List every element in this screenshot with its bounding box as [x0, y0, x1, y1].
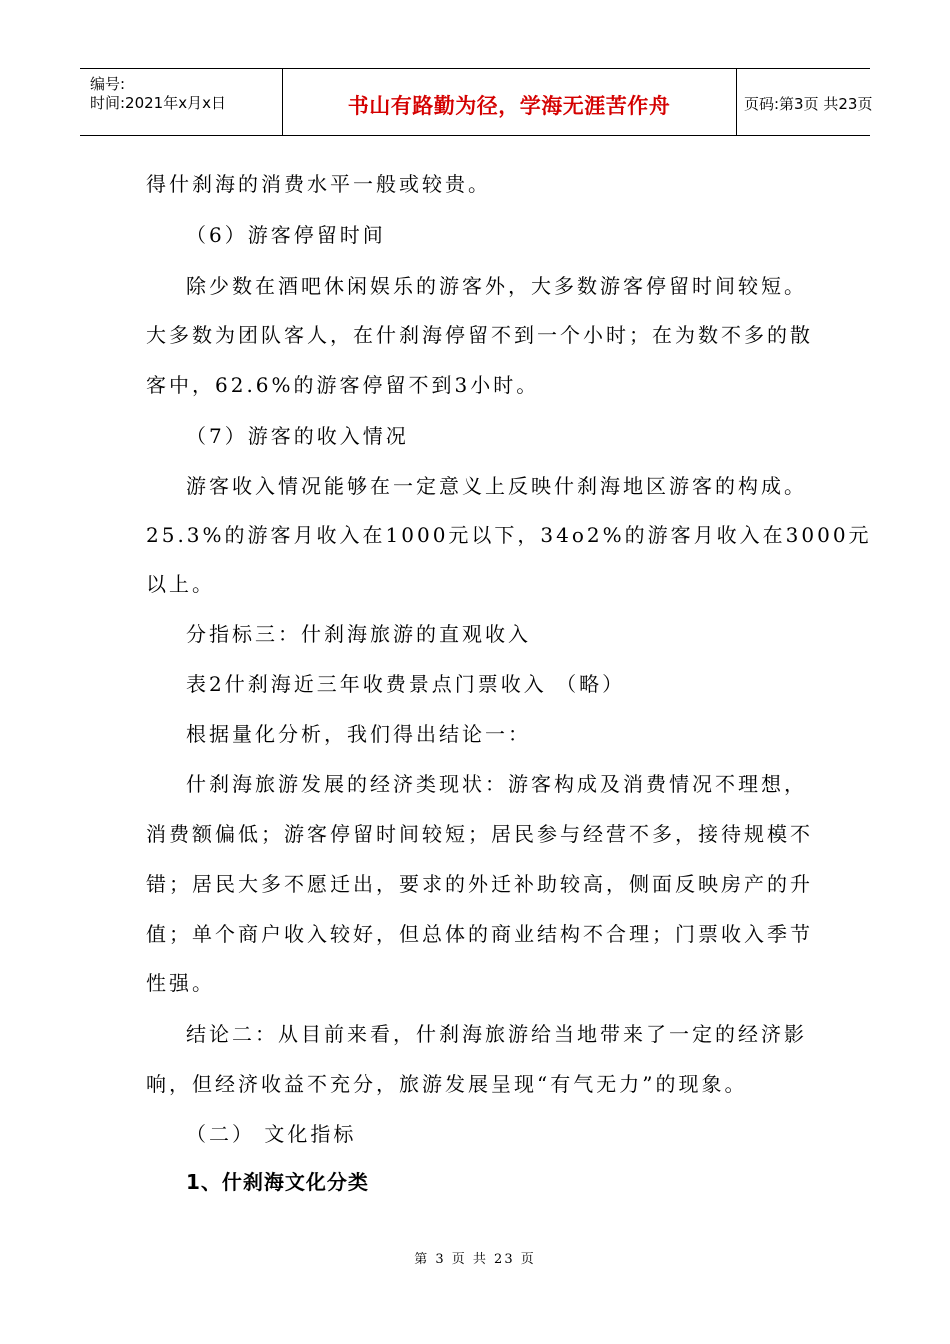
header-meta-cell	[80, 69, 283, 135]
motto-text: 书山有路勤为径，学海无涯苦作舟	[347, 94, 671, 118]
time-label: 时间:2021年x月x日	[90, 94, 226, 112]
body-line: 以上。	[146, 572, 215, 596]
body-line: 25.3%的游客月收入在1000元以下，34o2%的游客月收入在3000元	[146, 523, 872, 547]
section-heading: （二） 文化指标	[186, 1122, 357, 1146]
body-line: 游客收入情况能够在一定意义上反映什刹海地区游客的构成。	[186, 474, 807, 498]
body-line: 消费额偏低；游客停留时间较短；居民参与经营不多，接待规模不	[146, 822, 813, 846]
body-line: 客中，62.6%的游客停留不到3小时。	[146, 373, 540, 397]
header-page-cell	[736, 69, 873, 135]
number-label: 编号:	[90, 75, 126, 93]
body-line: 性强。	[146, 971, 215, 995]
body-line: 响，但经济收益不充分，旅游发展呈现“有气无力”的现象。	[146, 1072, 748, 1096]
section-heading: （7）游客的收入情况	[186, 424, 409, 448]
section-heading: （6）游客停留时间	[186, 223, 386, 247]
body-line: 结论二：从目前来看，什刹海旅游给当地带来了一定的经济影	[186, 1022, 807, 1046]
body-line: 什刹海旅游发展的经济类现状：游客构成及消费情况不理想，	[186, 772, 807, 796]
body-line: 除少数在酒吧休闲娱乐的游客外，大多数游客停留时间较短。	[186, 274, 807, 298]
body-line: 错；居民大多不愿迁出，要求的外迁补助较高，侧面反映房产的升	[146, 872, 813, 896]
page-header	[80, 68, 873, 136]
header-page-info: 页码:第3页 共23页	[744, 95, 873, 113]
subsection-heading: 1、什刹海文化分类	[186, 1170, 369, 1194]
header-motto-cell	[282, 69, 737, 135]
body-line: 得什刹海的消费水平一般或较贵。	[146, 172, 491, 196]
table-caption: 表2什刹海近三年收费景点门票收入 （略）	[186, 672, 626, 696]
body-line: 值；单个商户收入较好，但总体的商业结构不合理；门票收入季节	[146, 922, 813, 946]
page-footer: 第 3 页 共 23 页	[414, 1252, 536, 1267]
body-line: 根据量化分析，我们得出结论一：	[186, 722, 531, 746]
body-line: 分指标三：什刹海旅游的直观收入	[186, 622, 531, 646]
body-line: 大多数为团队客人，在什刹海停留不到一个小时；在为数不多的散	[146, 323, 813, 347]
